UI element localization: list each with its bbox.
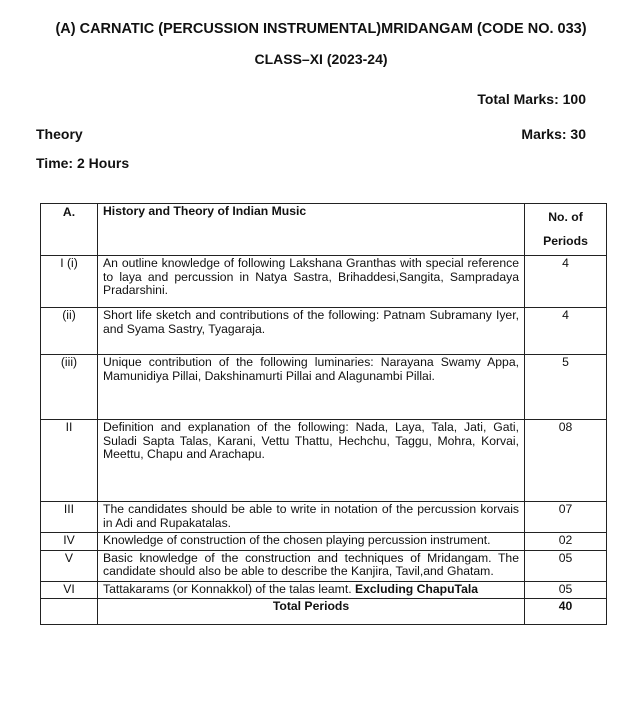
- row-number: VI: [41, 581, 98, 599]
- table-row: [41, 308, 607, 355]
- table-row: [41, 420, 607, 502]
- table-row: [41, 256, 607, 308]
- row-description: The candidates should be able to write in notation of the percussion korvais in Adi and Rupakatalas.: [98, 502, 525, 533]
- table-row: [41, 502, 607, 533]
- row-number: (ii): [41, 308, 98, 355]
- row-number: II: [41, 420, 98, 502]
- row-description: Short life sketch and contributions of the following: Patnam Subramany Iyer, and Syama Sastry, Tyagaraja.: [98, 308, 525, 355]
- row-periods: 4: [525, 256, 607, 308]
- table-row: [41, 550, 607, 581]
- row-description: Basic knowledge of the construction and techniques of Mridangam. The candidate should also be able to describe the Kanjira, Tavil,and Ghatam.: [98, 550, 525, 581]
- row-periods: 5: [525, 355, 607, 420]
- section-label: A.: [41, 204, 98, 256]
- total-row-empty-cell: [41, 599, 98, 625]
- row-periods: 05: [525, 550, 607, 581]
- time-label: Time: 2 Hours: [36, 155, 130, 171]
- row-description: An outline knowledge of following Lakshana Granthas with special reference to laya and percussion in Natya Sastra, Brihaddesi,Sangita, Sampradaya Pradarshini.: [98, 256, 525, 308]
- section-heading: History and Theory of Indian Music: [98, 204, 525, 256]
- row-description: Definition and explanation of the following: Nada, Laya, Tala, Jati, Gati, Suladi Sapta Talas, Karani, Vettu Thattu, Hechchu, Taggu, Mohra, Korvai, Meettu, Chapu and Arachapu.: [98, 420, 525, 502]
- row-description-emphasis: Excluding ChapuTala: [355, 581, 479, 596]
- row-periods: 07: [525, 502, 607, 533]
- row-number: I (i): [41, 256, 98, 308]
- row-number: IV: [41, 533, 98, 551]
- row-periods: 08: [525, 420, 607, 502]
- row-number: III: [41, 502, 98, 533]
- theory-marks: Marks: 30: [521, 126, 586, 142]
- total-marks: Total Marks: 100: [477, 91, 586, 107]
- theory-label: Theory: [36, 126, 83, 142]
- table-row: [41, 355, 607, 420]
- row-description-text: Tattakarams (or Konnakkol) of the talas leamt.: [103, 581, 355, 596]
- row-number: (iii): [41, 355, 98, 420]
- row-description: Unique contribution of the following luminaries: Narayana Swamy Appa, Mamunidiya Pillai, Dakshinamurti Pillai and Alagunambi Pillai.: [98, 355, 525, 420]
- periods-column-header: [525, 204, 607, 256]
- row-periods: 05: [525, 581, 607, 599]
- periods-header-line2: Periods: [543, 234, 588, 248]
- total-periods-label: Total Periods: [98, 599, 525, 625]
- row-number: V: [41, 550, 98, 581]
- periods-header-line1: No. of: [548, 210, 583, 224]
- table-header-row: [41, 204, 607, 256]
- row-description: [98, 581, 525, 599]
- class-year: CLASS–XI (2023-24): [254, 51, 388, 67]
- syllabus-table: [40, 203, 607, 625]
- row-description: Knowledge of construction of the chosen playing percussion instrument.: [98, 533, 525, 551]
- row-periods: 4: [525, 308, 607, 355]
- table-row: [41, 581, 607, 599]
- total-periods-value: 40: [525, 599, 607, 625]
- document-title: (A) CARNATIC (PERCUSSION INSTRUMENTAL)MRIDANGAM (CODE NO. 033): [55, 21, 587, 37]
- total-row: [41, 599, 607, 625]
- table-row: [41, 533, 607, 551]
- row-periods: 02: [525, 533, 607, 551]
